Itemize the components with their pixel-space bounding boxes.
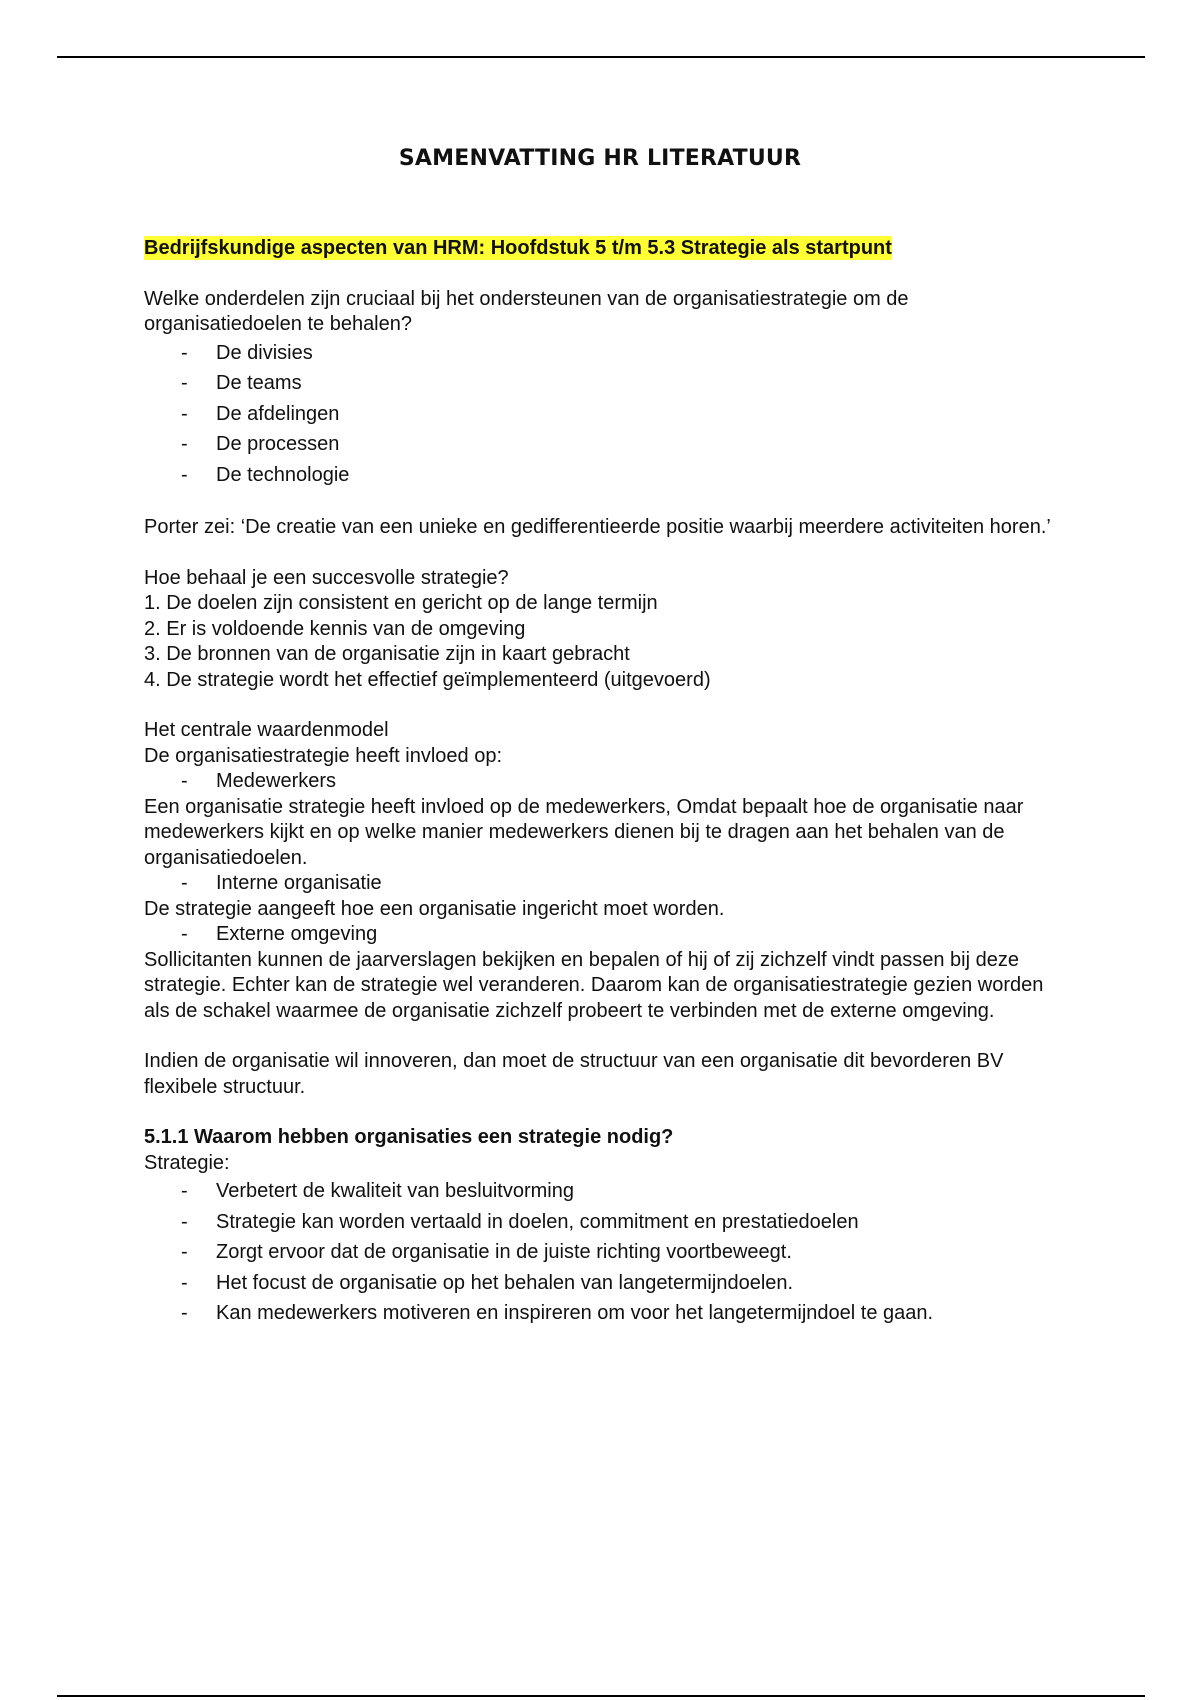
list-item: - De teams (144, 368, 1064, 399)
list-item: - Verbetert de kwaliteit van besluitvorming (144, 1176, 1064, 1207)
model-internal-text: De strategie aangeeft hoe een organisatie ingericht moet worden. (144, 897, 725, 920)
footer-rule (57, 1695, 1145, 1697)
subsection-intro: Strategie: (144, 1151, 230, 1174)
list-item: - De technologie (144, 460, 1064, 491)
innovation-text: Indien de organisatie wil innoveren, dan moet de structuur van een organisatie dit bevorderen BV flexibele structuur. (144, 1050, 1004, 1098)
model-external-list (144, 922, 1064, 948)
success-item: 2. Er is voldoende kennis van de omgeving (144, 617, 526, 640)
section-heading (144, 236, 1064, 262)
list-item: - Het focust de organisatie op het behalen van langetermijndoelen. (144, 1268, 1064, 1299)
subsection-list (144, 1176, 1064, 1329)
model-external-text: Sollicitanten kunnen de jaarverslagen bekijken en bepalen of hij of zij zichzelf vindt passen bij deze strategie. Echter kan de strategie wel veranderen. Daarom kan de organisatiestrategie gezien worden als de schakel waarmee de organisatie zichzelf probeert te verbinden met de externe omgeving. (144, 948, 1044, 1022)
section-heading-text: Bedrijfskundige aspecten van HRM: Hoofdstuk 5 t/m 5.3 Strategie als startpunt (144, 237, 892, 259)
list-item: - De processen (144, 429, 1064, 460)
list-item: - Strategie kan worden vertaald in doelen, commitment en prestatiedoelen (144, 1207, 1064, 1238)
list-item: - Medewerkers (144, 769, 1064, 795)
success-question: Hoe behaal je een succesvolle strategie? (144, 566, 509, 589)
list-item: - Zorgt ervoor dat de organisatie in de juiste richting voortbeweegt. (144, 1237, 1064, 1268)
porter-quote: Porter zei: ‘De creatie van een unieke en gedifferentieerde positie waarbij meerdere activiteiten horen.’ (144, 516, 1051, 538)
model-employees-text: Een organisatie strategie heeft invloed op de medewerkers, Omdat bepaalt hoe de organisatie naar medewerkers kijkt en op welke manier medewerkers dienen bij te dragen aan het behalen van de organisatiedoelen. (144, 795, 1024, 869)
model-title: Het centrale waardenmodel (144, 719, 389, 741)
success-item: 3. De bronnen van de organisatie zijn in kaart gebracht (144, 643, 630, 665)
header-rule (57, 56, 1145, 58)
model-internal-list (144, 871, 1064, 897)
q1-list (144, 338, 1064, 491)
list-item: - Interne organisatie (144, 871, 1064, 897)
list-item: - Kan medewerkers motiveren en inspireren om voor het langetermijndoel te gaan. (144, 1298, 1064, 1329)
success-item: 1. De doelen zijn consistent en gericht op de lange termijn (144, 592, 658, 614)
model-employees-list (144, 769, 1064, 795)
list-item: - De divisies (144, 338, 1064, 369)
subsection-heading: 5.1.1 Waarom hebben organisaties een strategie nodig? (144, 1126, 674, 1148)
model-intro: De organisatiestrategie heeft invloed op: (144, 744, 503, 767)
document-body (144, 236, 1064, 1329)
document-title: SAMENVATTING HR LITERATUUR (398, 146, 802, 171)
list-item: - De afdelingen (144, 399, 1064, 430)
success-item: 4. De strategie wordt het effectief geïmplementeerd (uitgevoerd) (144, 668, 711, 691)
q1-question: Welke onderdelen zijn cruciaal bij het ondersteunen van de organisatiestrategie om de organisatiedoelen te behalen? (144, 287, 909, 335)
list-item: - Externe omgeving (144, 922, 1064, 948)
